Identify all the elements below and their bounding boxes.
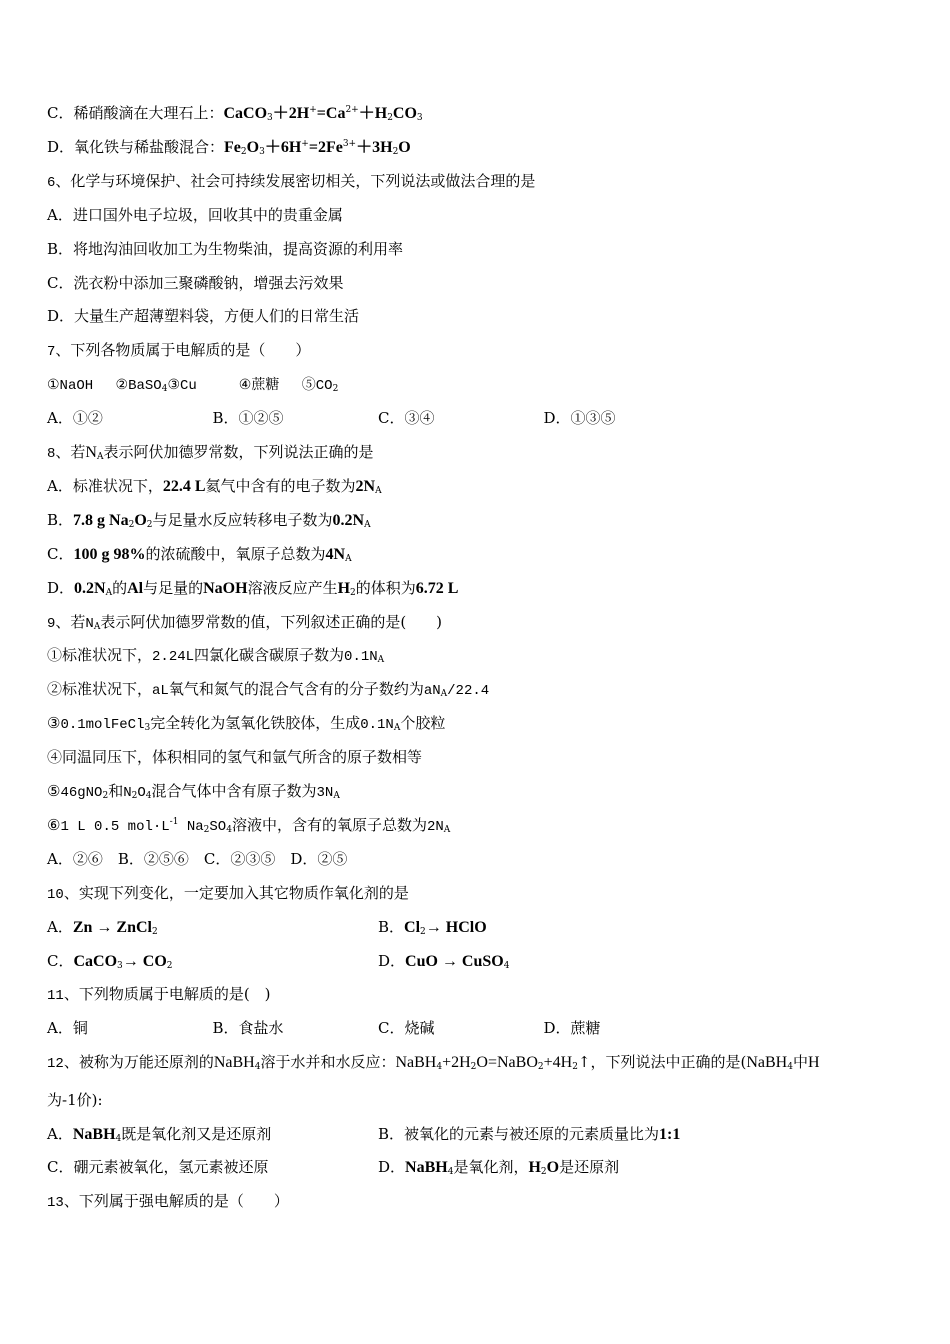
subscript: 2 xyxy=(537,1062,544,1073)
line-text xyxy=(47,816,450,834)
line-text xyxy=(47,341,310,359)
text-run: Zn → ZnCl xyxy=(72,918,152,936)
text-run: A． xyxy=(47,917,73,936)
text-run: 、下列各物质属于电解质的是（ ） xyxy=(55,341,311,360)
subscript: 4 xyxy=(145,791,152,801)
text-run: +2H xyxy=(442,1054,471,1072)
text-run: 6 xyxy=(47,174,56,191)
text-run: H xyxy=(528,1159,541,1177)
question-line xyxy=(47,509,371,531)
text-run: 8 xyxy=(47,446,56,462)
question-line xyxy=(47,577,458,599)
text-run: C．稀硝酸滴在大理石上： xyxy=(47,104,224,122)
line-text xyxy=(47,782,340,800)
text-run: → HClO xyxy=(425,918,487,936)
option xyxy=(378,1123,709,1146)
line-text xyxy=(47,850,347,868)
line-text xyxy=(47,1192,289,1210)
subscript: A xyxy=(93,621,101,632)
text-run: 混合气体中含有原子数为 xyxy=(151,782,317,800)
text-run: 、化学与环境保护、社会可持续发展密切相关，下列说法或做法合理的是 xyxy=(55,171,536,190)
text-run: aN xyxy=(423,683,441,700)
option xyxy=(47,916,378,939)
subscript: 4 xyxy=(254,1062,261,1073)
subscript: A xyxy=(375,485,382,496)
text-run: A．进口国外电子垃圾，回收其中的贵重金属 xyxy=(47,205,343,224)
line-text xyxy=(47,240,403,258)
option xyxy=(378,407,544,429)
line-text xyxy=(47,477,382,495)
subscript: 4 xyxy=(787,1062,793,1073)
text-run: 氦气中含有的电子数为 xyxy=(205,476,356,495)
text-run: 13 xyxy=(47,1195,64,1212)
option xyxy=(378,1017,544,1039)
text-run: 11 xyxy=(47,988,64,1005)
text-run: 与足量水反应转移电子数为 xyxy=(152,510,333,529)
text-run: 0.2N xyxy=(74,579,106,597)
subscript: 2 xyxy=(350,587,356,598)
subscript: 2 xyxy=(387,113,393,123)
question-line xyxy=(47,1123,709,1145)
text-run: 0.1molFeCl xyxy=(60,717,145,734)
subscript: 4 xyxy=(226,824,232,835)
subscript: A xyxy=(345,553,352,564)
text-run: 9 xyxy=(47,615,56,632)
text-run: 、实现下列变化，一定要加入其它物质作氧化剂的是 xyxy=(63,883,409,902)
option xyxy=(544,1017,710,1039)
text-run: C．洗衣粉中添加三聚磷酸钠，增强去污效果 xyxy=(47,273,344,292)
text-run: D．①③⑤ xyxy=(543,409,616,428)
text-run: ＋2H xyxy=(272,105,310,122)
text-run: → CO xyxy=(122,952,167,970)
text-run: 1:1 xyxy=(659,1125,681,1143)
text-run: /22.4 xyxy=(447,683,490,700)
text-run: 与足量的 xyxy=(143,578,204,597)
text-run: O xyxy=(134,511,147,529)
subscript: 3 xyxy=(416,113,423,123)
text-run: B． xyxy=(378,917,405,936)
line-text xyxy=(47,104,423,122)
text-run: A．标准状况下， xyxy=(47,476,163,495)
subscript: 4 xyxy=(161,384,168,395)
question-line xyxy=(47,712,445,734)
text-run: 、下列物质属于电解质的是( ) xyxy=(63,985,271,1004)
text-run: 表示阿伏加德罗常数，下列说法正确的是 xyxy=(103,443,374,461)
subscript: 2 xyxy=(392,146,399,157)
text-run: ↑，下列说法中正确的是( xyxy=(577,1053,747,1072)
text-run: ⑤ xyxy=(47,782,61,800)
text-run: N xyxy=(85,615,94,632)
subscript: 2 xyxy=(151,926,158,937)
option xyxy=(47,1017,213,1039)
text-run: D．氧化铁与稀盐酸混合： xyxy=(47,137,225,156)
text-run: CO xyxy=(392,105,417,122)
subscript: A xyxy=(364,519,371,530)
text-run: A．①② xyxy=(47,409,103,428)
subscript: A xyxy=(96,452,104,462)
question-line xyxy=(47,746,422,768)
text-run: Cl xyxy=(404,918,421,936)
text-run: 溶于水并和水反应： xyxy=(260,1053,396,1072)
subscript: 2 xyxy=(332,384,339,395)
option xyxy=(544,407,710,429)
text-run: 的 xyxy=(112,578,128,597)
line-text xyxy=(47,884,409,902)
text-run: A． xyxy=(47,1124,73,1143)
text-run: 是氧化剂， xyxy=(453,1158,529,1177)
text-run: 的浓硫酸中，氧原子总数为 xyxy=(145,544,326,563)
question-line xyxy=(47,1017,709,1039)
line-text xyxy=(47,511,371,529)
text-run: 四氯化碳含碳原子数为 xyxy=(194,646,345,665)
question-line xyxy=(47,238,403,260)
question-line xyxy=(47,611,442,633)
text-run: 0.1N xyxy=(344,649,378,666)
text-run: 2N xyxy=(355,477,376,495)
line-text xyxy=(47,748,422,766)
subscript: 3 xyxy=(267,113,273,123)
text-run: B．将地沟油回收加工为生物柴油，提高资源的利用率 xyxy=(47,239,404,258)
text-run: 是还原剂 xyxy=(559,1158,620,1177)
line-text xyxy=(47,545,352,563)
text-run: ①标准状况下， xyxy=(47,646,153,665)
text-run: C． xyxy=(47,951,74,970)
text-run: ②标准状况下， xyxy=(47,680,153,699)
line-text xyxy=(47,646,384,664)
question-line xyxy=(47,170,535,192)
question-line xyxy=(47,475,382,497)
subscript: A xyxy=(440,689,448,700)
text-run: O xyxy=(246,138,260,156)
superscript: + xyxy=(301,138,309,149)
subscript: 2 xyxy=(166,960,173,971)
text-run: 22.4 L xyxy=(162,477,206,495)
question-line xyxy=(47,644,384,666)
text-run: A．铜 xyxy=(47,1019,88,1038)
text-run: D． xyxy=(47,578,75,597)
subscript: 4 xyxy=(503,960,510,971)
question-line xyxy=(47,1156,709,1178)
text-run: Fe xyxy=(224,138,241,156)
question-line xyxy=(47,950,709,972)
text-run: N xyxy=(123,785,132,801)
option xyxy=(378,950,709,973)
text-run: 的体积为 xyxy=(355,578,416,597)
text-run: 2.24L xyxy=(152,649,195,666)
subscript: 3 xyxy=(117,960,123,971)
subscript: 4 xyxy=(447,1167,454,1178)
subscript: 2 xyxy=(572,1062,578,1073)
text-run: 0.2N xyxy=(332,511,365,529)
question-line xyxy=(47,102,423,124)
text-run: H xyxy=(337,579,351,597)
text-run: D． xyxy=(378,1158,406,1177)
text-run: H xyxy=(807,1054,820,1072)
text-run: 4N xyxy=(325,545,346,563)
text-run: +4H xyxy=(543,1054,573,1072)
subscript: A xyxy=(377,655,385,666)
text-run: B．①②⑤ xyxy=(212,409,284,428)
question-line xyxy=(47,543,352,565)
text-run: 和 xyxy=(108,782,124,800)
line-text xyxy=(47,172,535,190)
subscript: 3 xyxy=(144,723,151,734)
question-line xyxy=(47,407,709,429)
subscript: A xyxy=(443,824,451,835)
text-run: C．烧碱 xyxy=(378,1019,435,1038)
text-run: aL xyxy=(152,683,169,700)
question-line xyxy=(47,983,271,1005)
superscript: + xyxy=(309,105,317,115)
text-run: C． xyxy=(47,544,74,563)
text-run: CuO → CuSO xyxy=(405,952,504,970)
text-run: 溶液中，含有的氧原子总数为 xyxy=(231,815,427,834)
text-run: 12 xyxy=(47,1056,64,1073)
question-line xyxy=(47,1190,289,1212)
text-run: ＋3H xyxy=(356,138,393,156)
option xyxy=(378,1156,709,1179)
text-run: B．食盐水 xyxy=(212,1019,284,1038)
question-line xyxy=(47,204,343,226)
text-run: =2Fe xyxy=(308,138,343,156)
text-run: 100 g 98% xyxy=(73,545,146,563)
text-run: NaBH xyxy=(405,1159,448,1177)
line-text xyxy=(47,579,458,597)
question-line xyxy=(47,780,340,802)
question-line xyxy=(47,1051,820,1073)
subscript: 2 xyxy=(240,146,247,157)
subscript: 4 xyxy=(115,1133,122,1144)
text-run: ⑥ xyxy=(47,815,61,834)
text-run: 6.72 L xyxy=(415,579,459,597)
subscript: 2 xyxy=(146,519,153,530)
option xyxy=(378,916,709,939)
question-line xyxy=(47,848,347,870)
text-run: B． xyxy=(47,510,74,529)
subscript: 2 xyxy=(102,791,109,801)
line-text xyxy=(47,206,343,224)
text-run: 、若 xyxy=(55,443,86,461)
line-text xyxy=(47,1053,820,1071)
text-run: B．被氧化的元素与被还原的元素质量比为 xyxy=(378,1124,660,1143)
text-run: SO xyxy=(209,818,227,835)
text-run: N xyxy=(85,444,97,461)
text-run: ＋6H xyxy=(264,138,302,156)
subscript: 2 xyxy=(420,926,426,937)
text-run: O xyxy=(137,785,146,801)
subscript: 2 xyxy=(131,791,138,801)
text-run: NaBH xyxy=(746,1054,788,1072)
text-run: 7.8 g Na xyxy=(73,511,129,529)
text-run: 0.1N xyxy=(360,717,394,734)
question-line xyxy=(47,678,489,700)
superscript: -1 xyxy=(169,816,179,827)
text-run: 完全转化为氢氧化铁胶体，生成 xyxy=(150,714,361,733)
line-text xyxy=(47,443,374,461)
text-run: NaBH xyxy=(213,1054,255,1072)
text-run: O xyxy=(398,138,411,156)
line-text xyxy=(47,985,271,1003)
question-line xyxy=(47,882,409,904)
option xyxy=(213,407,379,429)
text-run: NaBH xyxy=(395,1054,437,1072)
subscript: A xyxy=(333,791,340,801)
subscript: 2 xyxy=(203,824,210,835)
line-text xyxy=(47,375,338,393)
text-run: 溶液反应产生 xyxy=(247,578,338,597)
text-run: D．蔗糖 xyxy=(543,1019,601,1038)
text-run: 10 xyxy=(47,886,64,903)
text-run: 1 L 0.5 mol·L xyxy=(60,818,170,835)
text-run: 3N xyxy=(316,785,334,801)
line-text xyxy=(47,138,411,156)
subscript: 4 xyxy=(436,1062,443,1073)
text-run: 中 xyxy=(792,1053,808,1072)
question-line xyxy=(47,305,359,327)
text-run: 个胶粒 xyxy=(400,714,446,733)
text-run: ＋H xyxy=(358,105,388,122)
text-run: CaCO xyxy=(73,952,118,970)
text-run: O xyxy=(546,1159,560,1177)
subscript: 3 xyxy=(259,146,265,157)
option xyxy=(47,407,213,429)
line-text xyxy=(47,1091,103,1109)
text-run: 、若 xyxy=(55,612,86,631)
text-run: 氧气和氮气的混合气含有的分子数约为 xyxy=(168,680,424,699)
option xyxy=(47,1123,378,1146)
text-run: A．②⑥ B．②⑤⑥ C．②③⑤ D．②⑤ xyxy=(47,849,348,868)
text-run: Al xyxy=(127,579,144,597)
text-run: 、下列属于强电解质的是（ ） xyxy=(63,1192,289,1211)
text-run: 表示阿伏加德罗常数的值，下列叙述正确的是( ) xyxy=(100,612,443,631)
text-run: ③Cu ④蔗糖 ⑤CO xyxy=(167,378,333,395)
option xyxy=(47,1156,378,1178)
text-run: 为-1价): xyxy=(47,1090,103,1109)
text-run: C．硼元素被氧化，氢元素被还原 xyxy=(47,1158,269,1177)
text-run: 2N xyxy=(426,818,444,835)
text-run: C．③④ xyxy=(378,409,435,428)
line-text xyxy=(47,307,359,325)
line-text xyxy=(47,274,343,292)
question-line xyxy=(47,339,310,361)
subscript: 2 xyxy=(470,1062,477,1073)
option xyxy=(213,1017,379,1039)
question-line xyxy=(47,373,338,395)
text-run: NaOH xyxy=(203,579,248,597)
text-run: CaCO xyxy=(223,105,268,122)
text-run: ③ xyxy=(47,714,61,733)
text-run: =Ca xyxy=(316,105,346,122)
question-line-continued xyxy=(47,1089,103,1111)
question-line xyxy=(47,916,709,938)
text-run: NaBH xyxy=(72,1125,116,1143)
subscript: A xyxy=(105,587,113,598)
subscript: A xyxy=(393,723,401,734)
text-run: 既是氧化剂又是还原剂 xyxy=(121,1124,272,1143)
line-text xyxy=(47,714,445,732)
text-run: 、被称为万能还原剂的 xyxy=(63,1053,214,1072)
question-line xyxy=(47,814,450,836)
text-run: ④同温同压下，体积相同的氢气和氩气所含的原子数相等 xyxy=(47,748,423,767)
text-run: O=NaBO xyxy=(476,1054,538,1072)
text-run: D．大量生产超薄塑料袋，方便人们的日常生活 xyxy=(47,307,360,326)
superscript: 3+ xyxy=(342,138,357,149)
text-run: D． xyxy=(378,951,406,970)
subscript: 2 xyxy=(540,1167,547,1178)
question-line xyxy=(47,136,411,158)
text-run: 7 xyxy=(47,344,56,361)
question-line xyxy=(47,272,343,294)
line-text xyxy=(47,680,489,698)
subscript: 2 xyxy=(128,519,135,530)
question-line xyxy=(47,441,374,463)
text-run: ①NaOH ②BaSO xyxy=(47,378,162,395)
line-text xyxy=(47,613,442,631)
text-run: 46gNO xyxy=(60,785,103,801)
text-run: Na xyxy=(178,818,204,835)
option xyxy=(47,950,378,973)
superscript: 2+ xyxy=(345,105,359,115)
